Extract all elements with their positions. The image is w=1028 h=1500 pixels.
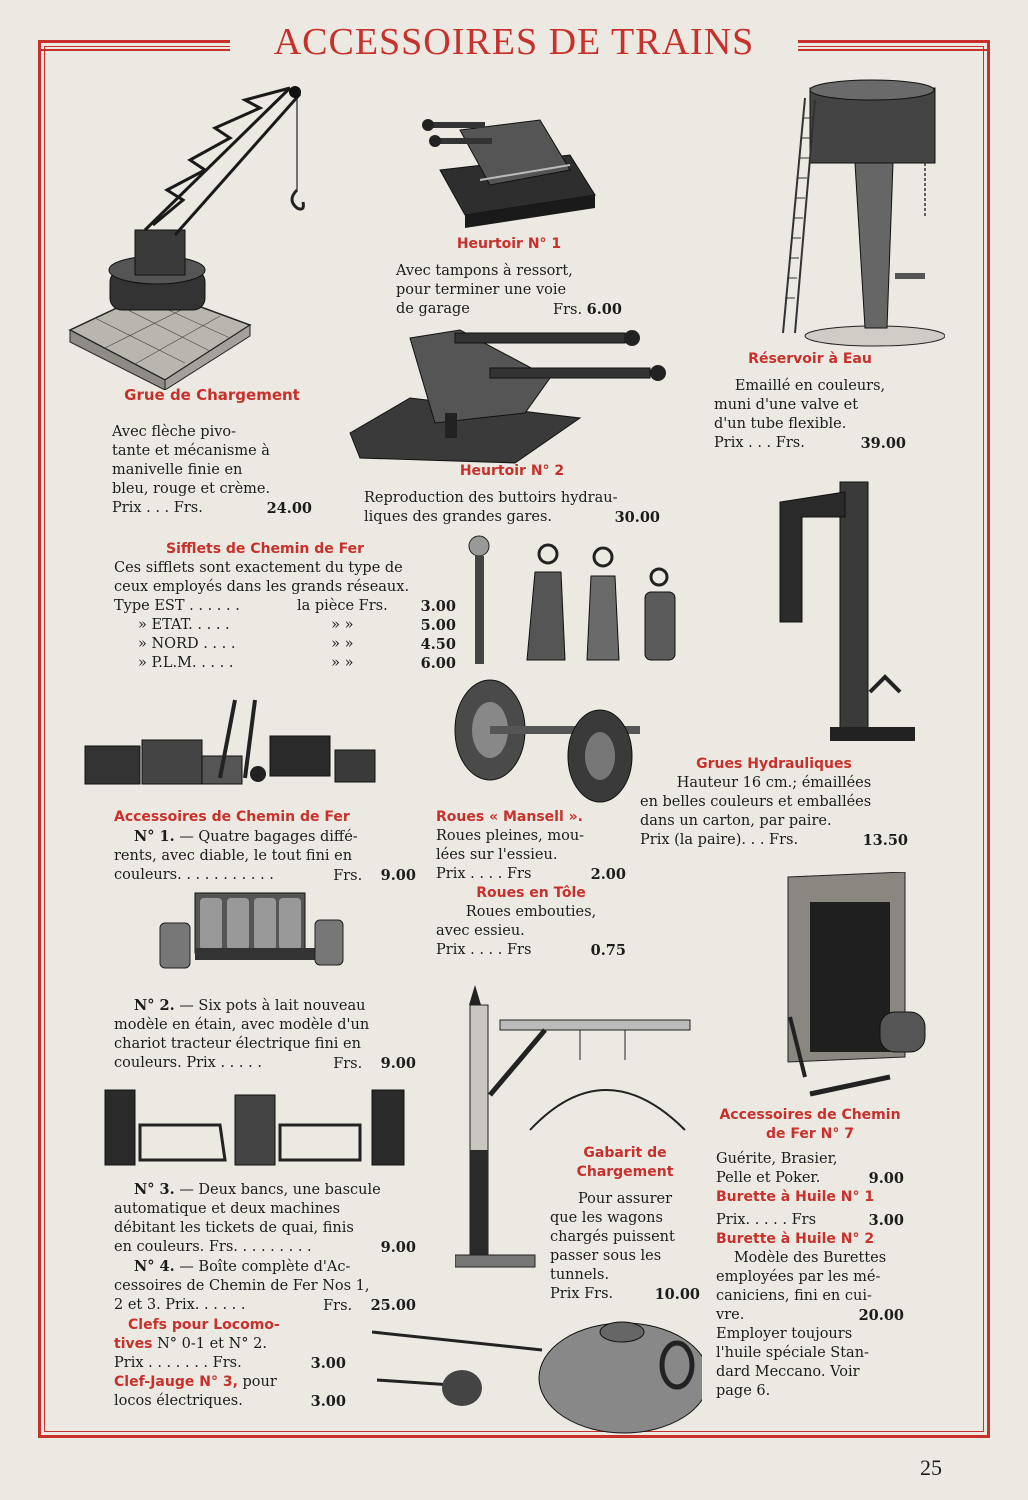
keys-heading-cont: tives <box>114 1336 153 1352</box>
accessories-no3-line: — Deux bancs, une bascule <box>179 1182 381 1198</box>
gauge-text <box>550 1144 700 1304</box>
accessories-no1-line: rents, avec diable, le tout fini en <box>114 848 353 864</box>
gauge-line: que les wagons <box>550 1210 663 1226</box>
gauge-price: 10.00 <box>654 1286 700 1303</box>
gauge-line: Pour assurer <box>577 1191 673 1207</box>
mansell-line: Roues pleines, mou- <box>436 828 585 844</box>
accessories-no2-line: modèle en étain, avec modèle d'un <box>114 1017 370 1033</box>
burette2-more: l'huile spéciale Stan- <box>716 1345 869 1361</box>
crane-line: tante et mécanisme à <box>112 443 270 459</box>
whistles-text <box>114 540 456 673</box>
burette2-more: Employer toujours <box>716 1326 853 1342</box>
accessories-no3-line: débitant les tickets de quai, finis <box>114 1220 354 1236</box>
whistle-row: Type EST . . . . . . la pièce Frs. 3.00 <box>114 598 456 615</box>
buffer-stop-2-text <box>364 462 660 527</box>
keys-heading: Clefs pour Locomo- <box>128 1317 280 1333</box>
crane-text <box>112 386 312 518</box>
wheels-text <box>436 808 626 960</box>
hydraulic-crane-line: Hauteur 16 cm.; émaillées <box>676 775 872 791</box>
buffer-stop-1-text <box>396 235 622 320</box>
buffer-stop-1-line: Avec tampons à ressort, <box>396 263 573 279</box>
burette2-line: Modèle des Burettes <box>733 1250 887 1266</box>
burette2-more: page 6. <box>716 1383 771 1399</box>
benches-illustration <box>100 1080 410 1170</box>
keys-text <box>114 1316 346 1411</box>
gauge-line: passer sous les <box>550 1248 662 1264</box>
oil-can-illustration <box>372 1290 702 1445</box>
crane-line: bleu, rouge et crème. <box>112 481 271 497</box>
acc7-last: Pelle et Poker. <box>716 1170 821 1186</box>
burette1-price: 3.00 <box>868 1212 904 1229</box>
accessories-heading: Accessoires de Chemin de Fer <box>114 809 350 825</box>
crane-heading: Grue de Chargement <box>124 386 300 404</box>
tole-price: 0.75 <box>590 942 626 959</box>
water-tower-line: Emaillé en couleurs, <box>734 378 886 394</box>
water-tower-price-label: Prix . . . Frs. <box>714 435 805 451</box>
crane-illustration <box>65 80 325 390</box>
accessories-no2-price-label: Frs. <box>333 1056 363 1072</box>
gauge-line: chargés puissent <box>550 1229 675 1245</box>
accessories-no3-label: N° 3. <box>134 1181 175 1198</box>
accessories-no4-label: N° 4. <box>134 1258 175 1275</box>
tole-heading: Roues en Tôle <box>476 885 586 901</box>
hydraulic-crane-illustration <box>760 462 920 752</box>
water-tower-heading: Réservoir à Eau <box>748 351 872 367</box>
wheels-illustration <box>450 678 650 808</box>
hydraulic-crane-text <box>640 755 908 850</box>
accessories-no1-price: 9.00 <box>380 867 416 884</box>
burette1-heading: Burette à Huile N° 1 <box>716 1189 875 1205</box>
buffer-stop-1-line: pour terminer une voie <box>396 282 567 298</box>
burette1-price-label: Prix. . . . . Frs <box>716 1212 817 1228</box>
burette2-price: 20.00 <box>858 1307 904 1324</box>
hydraulic-crane-price: 13.50 <box>862 832 908 849</box>
accessories-no4-line: cessoires de Chemin de Fer Nos 1, <box>114 1278 370 1294</box>
luggage-illustration <box>80 688 380 793</box>
buffer-stop-1-price-label: Frs. <box>553 302 583 318</box>
acc7-heading: Accessoires de Chemin de Fer N° 7 <box>719 1107 901 1142</box>
accessories-no4-price: 25.00 <box>370 1297 416 1314</box>
burette2-vre: vre. <box>716 1307 745 1323</box>
mansell-heading: Roues « Mansell ». <box>436 809 583 825</box>
mansell-price: 2.00 <box>590 866 626 883</box>
buffer-stop-1-price: 6.00 <box>586 301 622 318</box>
whistle-row: » ETAT. . . . . » » 5.00 <box>138 617 456 634</box>
mansell-price-label: Prix . . . . Frs <box>436 866 532 882</box>
accessories-no2-label: N° 2. <box>134 997 175 1014</box>
whistle-row: » P.L.M. . . . . » » 6.00 <box>138 655 456 672</box>
accessories-no4-last: 2 et 3. Prix. . . . . . <box>114 1297 246 1313</box>
gauge-line: tunnels. <box>550 1267 610 1283</box>
burette2-more: dard Meccano. Voir <box>716 1364 860 1380</box>
accessories-no3-price: 9.00 <box>380 1239 416 1256</box>
water-tower-line: d'un tube flexible. <box>714 416 847 432</box>
accessories-no2-text <box>114 996 416 1074</box>
keys-price-label: Prix . . . . . . . Frs. <box>114 1355 242 1371</box>
hydraulic-crane-line: en belles couleurs et emballées <box>640 794 872 810</box>
burette2-line: employées par les mé- <box>716 1269 881 1285</box>
hut-illustration <box>770 872 950 1107</box>
crane-line: Avec flèche pivo- <box>112 424 237 440</box>
keys-price: 3.00 <box>310 1355 346 1372</box>
gauge-key-heading: Clef-Jauge N° 3, <box>114 1374 238 1390</box>
gauge-key-tail: pour <box>242 1374 277 1390</box>
water-tower-line: muni d'une valve et <box>714 397 859 413</box>
burette2-heading: Burette à Huile N° 2 <box>716 1231 875 1247</box>
whistles-heading: Sifflets de Chemin de Fer <box>166 541 365 557</box>
tole-price-label: Prix . . . . Frs <box>436 942 532 958</box>
accessories-no4-price-label: Frs. <box>323 1298 353 1314</box>
buffer-stop-2-illustration <box>340 318 670 468</box>
keys-models: N° 0-1 et N° 2. <box>157 1336 267 1352</box>
acc7-price: 9.00 <box>868 1170 904 1187</box>
crane-price: 24.00 <box>266 500 312 517</box>
buffer-stop-2-line: Reproduction des buttoirs hydrau- <box>364 490 618 506</box>
crane-price-label: Prix . . . Frs. <box>112 500 203 516</box>
accessories-no4-line: — Boîte complète d'Ac- <box>179 1259 351 1275</box>
milk-cans-illustration <box>155 888 355 978</box>
accessories-no2-price: 9.00 <box>380 1055 416 1072</box>
accessories-no1-label: N° 1. <box>134 828 175 845</box>
whistle-row: » NORD . . . . » » 4.50 <box>138 636 456 653</box>
gauge-key-line: locos électriques. <box>114 1393 243 1409</box>
accessories-no3-line: automatique et deux machines <box>114 1201 341 1217</box>
accessories-text <box>114 808 416 886</box>
accessories-no1-price-label: Frs. <box>333 868 363 884</box>
accessories-no1-last: couleurs. . . . . . . . . . . <box>114 867 274 883</box>
acc7-line: Guérite, Brasier, <box>716 1151 838 1167</box>
accessories-no2-last: couleurs. Prix . . . . . <box>114 1055 262 1071</box>
hydraulic-crane-line: dans un carton, par paire. <box>640 813 832 829</box>
accessories-no2-line: chariot tracteur électrique fini en <box>114 1036 361 1052</box>
buffer-stop-2-price: 30.00 <box>614 509 660 526</box>
accessories-no3-last: en couleurs. Frs. . . . . . . . . <box>114 1239 312 1255</box>
page-number: 25 <box>920 1455 942 1480</box>
page-title: ACCESSOIRES DE TRAINS <box>273 21 755 63</box>
buffer-stop-1-illustration <box>420 100 600 230</box>
accessories-no3-text <box>114 1180 416 1316</box>
whistles-illustration <box>465 532 695 672</box>
acc7-text <box>716 1106 904 1401</box>
title-rule-right <box>790 40 990 51</box>
buffer-stop-2-heading: Heurtoir N° 2 <box>459 463 565 479</box>
whistles-line: Ces sifflets sont exactement du type de <box>114 560 403 576</box>
whistles-line: ceux employés dans les grands réseaux. <box>114 579 410 595</box>
accessories-no1-line: — Quatre bagages diffé- <box>179 829 358 845</box>
tole-line: Roues embouties, <box>465 904 597 920</box>
accessories-no2-line: — Six pots à lait nouveau <box>179 998 366 1014</box>
burette2-line: caniciens, fini en cui- <box>716 1288 872 1304</box>
buffer-stop-2-last: liques des grandes gares. <box>364 509 553 525</box>
buffer-stop-1-last: de garage <box>396 301 470 317</box>
hydraulic-crane-price-label: Prix (la paire). . . Frs. <box>640 832 799 848</box>
title-banner <box>230 20 798 64</box>
water-tower-text <box>714 350 906 453</box>
title-rule-left <box>38 40 238 51</box>
water-tower-illustration <box>765 78 945 348</box>
gauge-price-label: Prix Frs. <box>550 1286 614 1302</box>
gauge-heading: Gabarit de Chargement <box>576 1145 674 1180</box>
tole-line: avec essieu. <box>436 923 525 939</box>
crane-line: manivelle finie en <box>112 462 243 478</box>
hydraulic-crane-heading: Grues Hydrauliques <box>696 756 852 772</box>
buffer-stop-1-heading: Heurtoir N° 1 <box>456 236 562 252</box>
mansell-line: lées sur l'essieu. <box>436 847 558 863</box>
gauge-key-price: 3.00 <box>310 1393 346 1410</box>
water-tower-price: 39.00 <box>860 435 906 452</box>
